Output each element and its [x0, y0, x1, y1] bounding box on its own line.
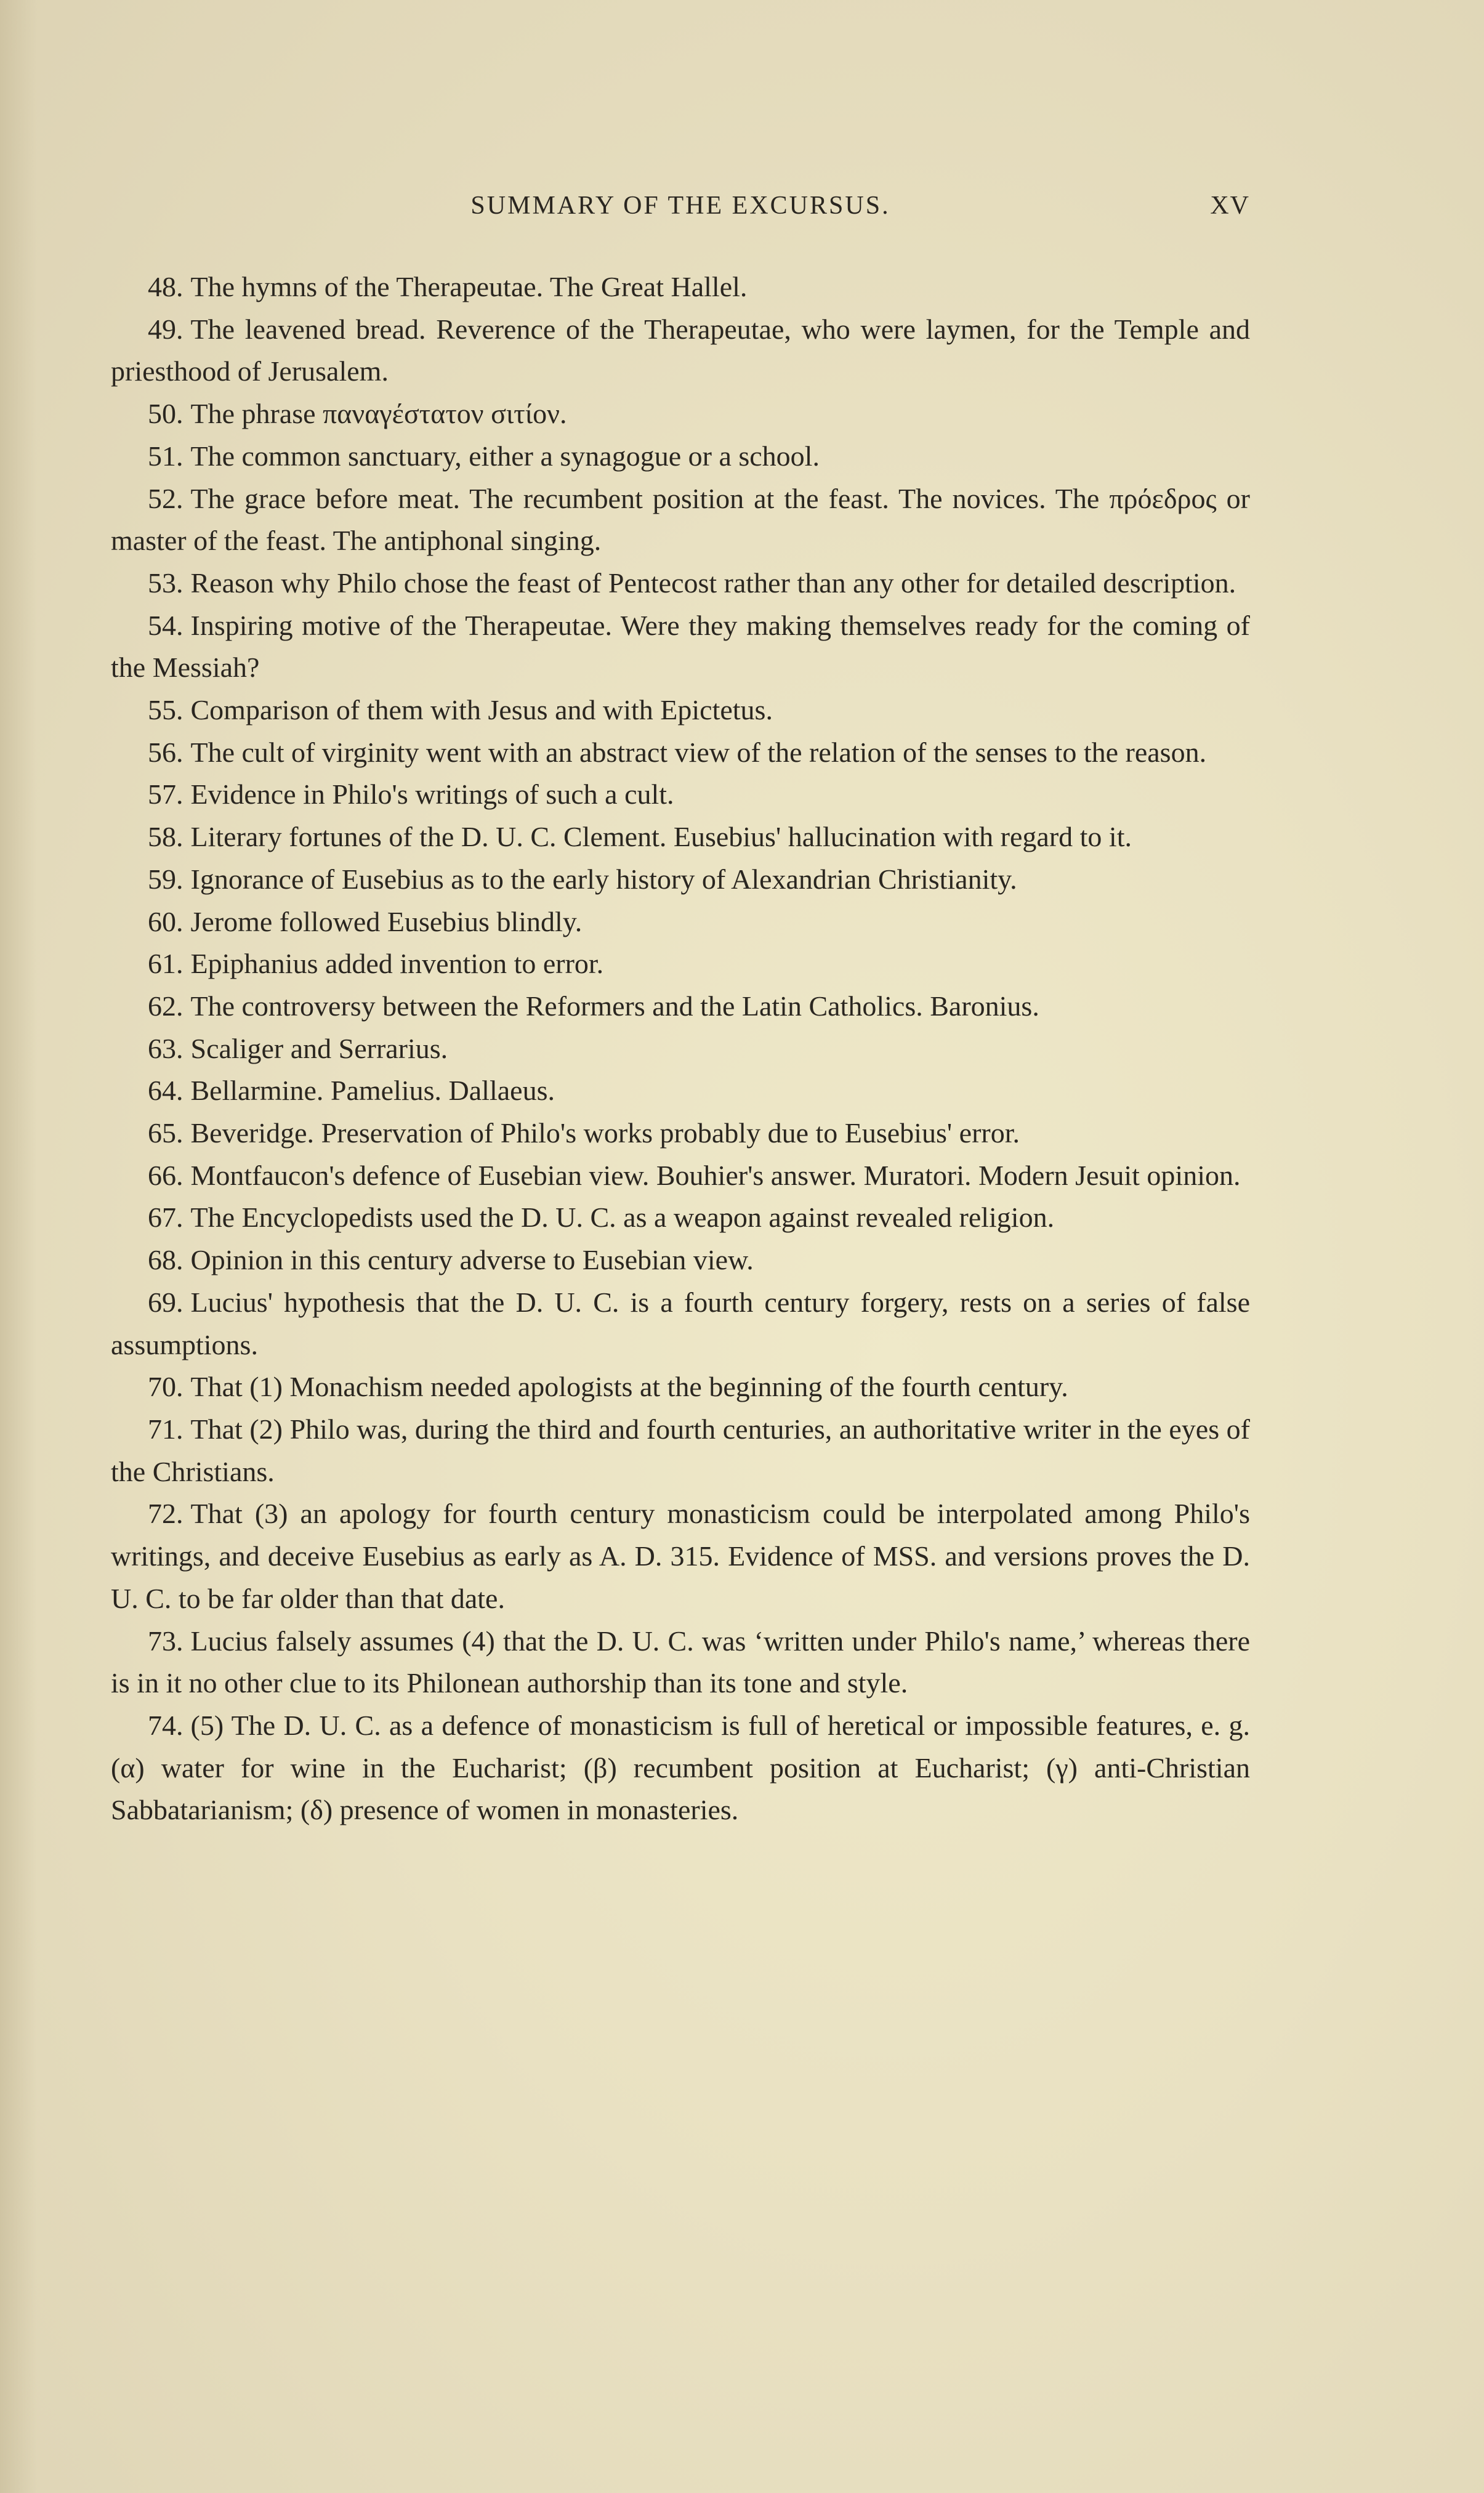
summary-entry	[111, 943, 1250, 985]
summary-entry	[111, 435, 1250, 478]
page-number: XV	[1210, 192, 1250, 220]
entry-number: 48.	[148, 271, 183, 302]
summary-entry	[111, 1239, 1250, 1282]
summary-entry	[111, 1282, 1250, 1366]
summary-entry	[111, 732, 1250, 774]
entry-number: 65.	[148, 1117, 183, 1149]
entry-number: 51.	[148, 440, 183, 472]
entry-number: 68.	[148, 1244, 183, 1276]
summary-entry	[111, 309, 1250, 393]
entry-number: 72.	[148, 1498, 183, 1530]
summary-entry	[111, 901, 1250, 943]
entry-number: 59.	[148, 863, 183, 895]
entry-number: 67.	[148, 1202, 183, 1234]
entry-number: 56.	[148, 736, 183, 768]
summary-entry	[111, 774, 1250, 816]
summary-entry	[111, 985, 1250, 1028]
summary-entry	[111, 1112, 1250, 1155]
summary-entry	[111, 266, 1250, 309]
entry-number: 69.	[148, 1286, 183, 1318]
entry-text: (5) The D. U. C. as a defence of monasticism is full of heretical or impossible features, e. g. (α) water for wine in the Eucharist; (β) recumbent position at Eucharist; (γ) anti-Christian Sabbatarianism; (δ) presence of women in monasteries.	[111, 1709, 1250, 1826]
entry-text: Bellarmine. Pamelius. Dallaeus.	[190, 1075, 555, 1107]
page-edge-shadow	[0, 0, 37, 2493]
entry-number: 62.	[148, 990, 183, 1022]
entry-text: Inspiring motive of the Therapeutae. Were they making themselves ready for the coming of the Messiah?	[111, 609, 1250, 684]
summary-entry	[111, 1028, 1250, 1070]
entry-number: 61.	[148, 948, 183, 980]
summary-entry	[111, 478, 1250, 562]
entry-text: The hymns of the Therapeutae. The Great Hallel.	[190, 271, 748, 302]
entry-text: The leavened bread. Reverence of the Therapeutae, who were laymen, for the Temple and priesthood of Jerusalem.	[111, 313, 1250, 387]
entry-number: 66.	[148, 1159, 183, 1191]
summary-entry	[111, 1070, 1250, 1112]
entry-number: 55.	[148, 694, 183, 726]
entry-number: 71.	[148, 1413, 183, 1445]
summary-entry	[111, 1197, 1250, 1239]
entry-text: Opinion in this century adverse to Eusebian view.	[190, 1244, 754, 1276]
entry-number: 54.	[148, 609, 183, 641]
entry-number: 64.	[148, 1075, 183, 1107]
summary-entry	[111, 1155, 1250, 1197]
summary-entry	[111, 816, 1250, 859]
entry-text: That (3) an apology for fourth century monasticism could be interpolated among Philo's writings, and deceive Eusebius as early as A. D. 315. Evidence of MSS. and versions proves the D. U. C. to be far older than that date.	[111, 1498, 1250, 1614]
summary-entry	[111, 1620, 1250, 1705]
summary-list	[111, 266, 1250, 1832]
entry-text: Ignorance of Eusebius as to the early history of Alexandrian Christianity.	[190, 863, 1017, 895]
entry-text: The controversy between the Reformers and the Latin Catholics. Baronius.	[190, 990, 1039, 1022]
entry-text: The Encyclopedists used the D. U. C. as a weapon against revealed religion.	[190, 1202, 1055, 1234]
entry-text: Epiphanius added invention to error.	[190, 948, 604, 980]
entry-number: 63.	[148, 1032, 183, 1064]
entry-number: 53.	[148, 567, 183, 599]
running-title: SUMMARY OF THE EXCURSUS.	[470, 192, 890, 220]
entry-text: The cult of virginity went with an abstract view of the relation of the senses to the reason.	[190, 736, 1207, 768]
entry-text: Literary fortunes of the D. U. C. Clement. Eusebius' hallucination with regard to it.	[190, 821, 1132, 853]
entry-text: Evidence in Philo's writings of such a cult.	[190, 778, 674, 810]
summary-entry	[111, 1493, 1250, 1620]
summary-entry	[111, 689, 1250, 732]
entry-text: Lucius' hypothesis that the D. U. C. is a fourth century forgery, rests on a series of false assumptions.	[111, 1286, 1250, 1360]
entry-number: 50.	[148, 398, 183, 430]
entry-text: That (2) Philo was, during the third and fourth centuries, an authoritative writer in the eyes of the Christians.	[111, 1413, 1250, 1487]
entry-text: Beveridge. Preservation of Philo's works probably due to Eusebius' error.	[190, 1117, 1020, 1149]
entry-number: 60.	[148, 905, 183, 937]
entry-number: 49.	[148, 313, 183, 345]
summary-entry	[111, 1705, 1250, 1832]
entry-text: That (1) Monachism needed apologists at the beginning of the fourth century.	[190, 1371, 1068, 1403]
entry-text: The common sanctuary, either a synagogue or a school.	[190, 440, 820, 472]
summary-entry	[111, 393, 1250, 435]
summary-entry	[111, 1366, 1250, 1408]
entry-number: 73.	[148, 1625, 183, 1657]
entry-number: 70.	[148, 1371, 183, 1403]
entry-text: Montfaucon's defence of Eusebian view. Bouhier's answer. Muratori. Modern Jesuit opinion.	[190, 1159, 1241, 1191]
entry-text: Reason why Philo chose the feast of Pentecost rather than any other for detailed description.	[190, 567, 1236, 599]
entry-text: The phrase παναγέστατον σιτίον.	[190, 398, 567, 430]
entry-text: Comparison of them with Jesus and with Epictetus.	[190, 694, 773, 726]
entry-number: 52.	[148, 482, 183, 514]
summary-entry	[111, 1408, 1250, 1493]
entry-number: 74.	[148, 1709, 183, 1741]
entry-text: Jerome followed Eusebius blindly.	[190, 905, 583, 937]
running-header	[111, 185, 1250, 228]
entry-text: The grace before meat. The recumbent position at the feast. The novices. The πρόεδρος or master of the feast. The antiphonal singing.	[111, 482, 1250, 557]
summary-entry	[111, 562, 1250, 605]
summary-entry	[111, 605, 1250, 689]
entry-number: 57.	[148, 778, 183, 810]
entry-text: Scaliger and Serrarius.	[190, 1032, 448, 1064]
entry-text: Lucius falsely assumes (4) that the D. U. C. was ‘written under Philo's name,’ whereas there is in it no other clue to its Philonean authorship than its tone and style.	[111, 1625, 1250, 1699]
summary-entry	[111, 859, 1250, 901]
entry-number: 58.	[148, 821, 183, 853]
